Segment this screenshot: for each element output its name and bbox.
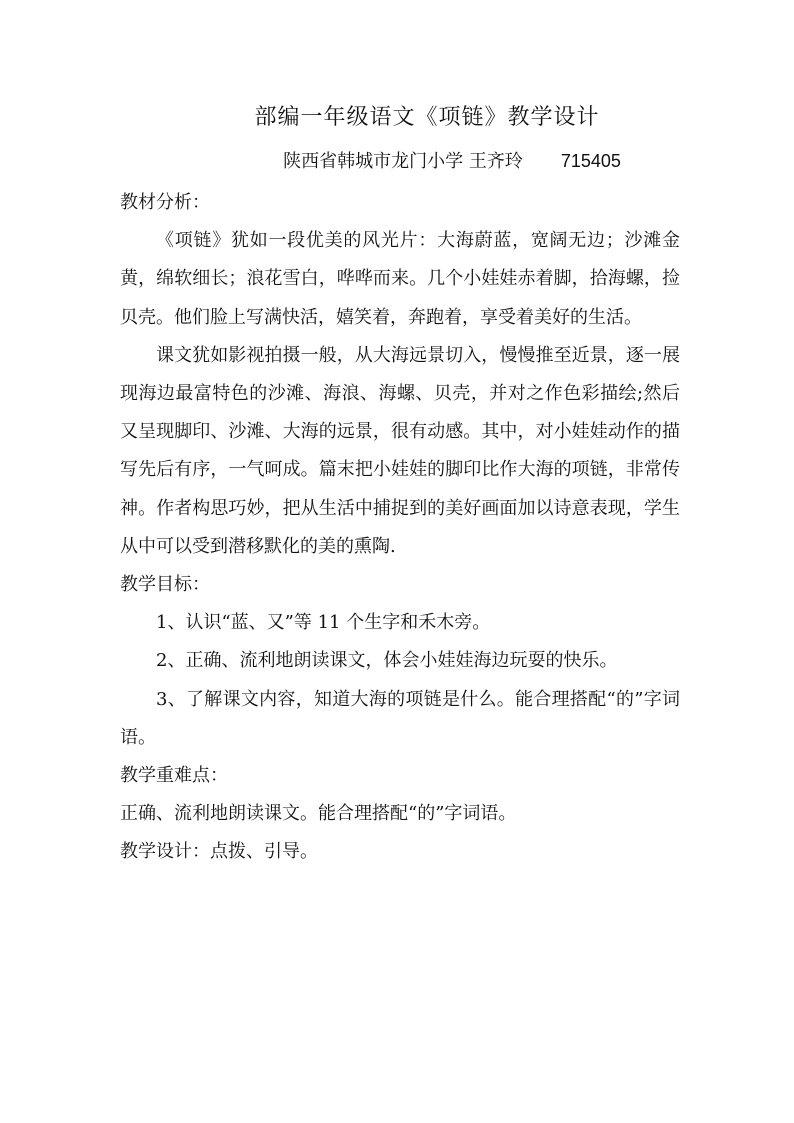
- document-body: [120, 184, 680, 872]
- section-heading-goals: 教学目标：: [120, 574, 210, 596]
- goal-item-3: 3、了解课文内容，知道大海的项链是什么。能合理搭配“的”字词语。: [120, 688, 680, 748]
- goal-item-1: 1、认识“蓝、又”等 11 个生字和禾木旁。: [156, 612, 491, 634]
- analysis-paragraph-1: 《项链》犹如一段优美的风光片：大海蔚蓝，宽阔无边；沙滩金黄，绵软细长；浪花雪白，哗哗而来。几个小娃娃赤着脚，拾海螺，捡贝壳。他们脸上写满快活，嬉笑着，奔跑着，享受着美好的生活。: [120, 230, 680, 328]
- goal-item-2: 2、正确、流利地朗读课文，体会小娃娃海边玩耍的快乐。: [156, 650, 618, 672]
- section-heading-keypoints: 教学重难点：: [120, 765, 228, 787]
- document-title: 部编一年级语文《项链》教学设计: [254, 105, 600, 130]
- author-name: 陕西省韩城市龙门小学 王齐玲: [283, 151, 523, 172]
- author-line: [0, 147, 794, 173]
- section-heading-analysis: 教材分析：: [120, 192, 210, 213]
- analysis-paragraph-2: 课文犹如影视拍摄一般，从大海远景切入，慢慢推至近景，逐一展现海边最富特色的沙滩、海浪、海螺、贝壳，并对之作色彩描绘;然后又呈现脚印、沙滩、大海的远景，很有动感。其中，对小娃娃动作的描写先后有序，一气呵成。篇末把小娃娃的脚印比作大海的项链，非常传神。作者构思巧妙，把从生活中捕捉到的美好画面加以诗意表现，学生从中可以受到潜移默化的美的熏陶.: [120, 344, 680, 557]
- design-line: 教学设计：点拨、引导。: [120, 841, 318, 863]
- postal-code: 715405: [560, 151, 621, 171]
- keypoints-text: 正确、流利地朗读课文。能合理搭配“的”字词语。: [120, 803, 517, 825]
